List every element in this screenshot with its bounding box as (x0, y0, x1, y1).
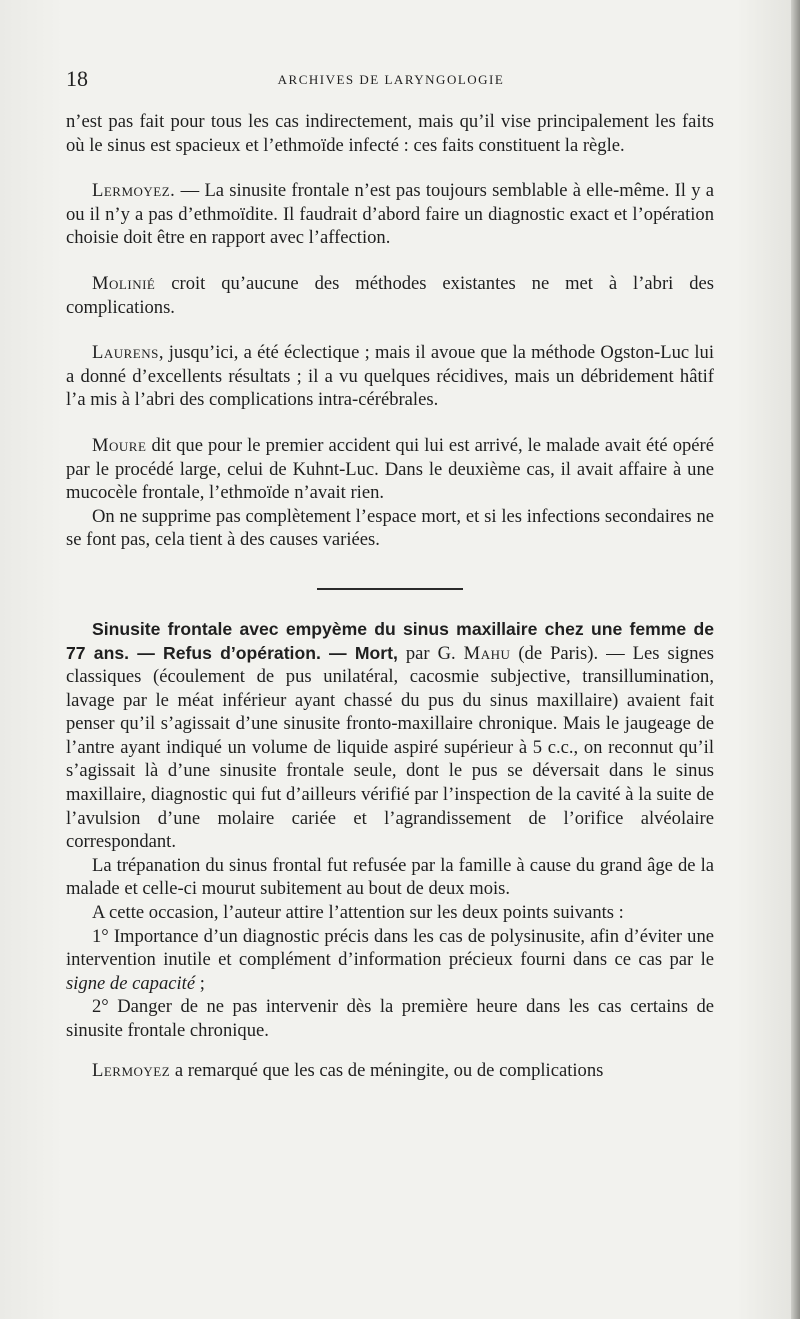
speaker-name: Laurens (92, 342, 159, 364)
paragraph-continued: n’est pas fait pour tous les cas indirectement, mais qu’il vise principalement les faits où le sinus est spacieux et l’ethmoïde infecté : ces faits constituent la règle. (66, 111, 714, 156)
section-divider (317, 588, 463, 590)
speaker-name: Lermoyez (92, 1059, 171, 1081)
point-one: 1° Importance d’un diagnostic précis dans les cas de polysinusite, afin d’éviter une intervention inutile et complément d’information précieux fourni dans ce cas par le signe de capacité ; (66, 925, 714, 994)
speaker-name: Lermoyez. (92, 180, 176, 202)
speaker-name: Molinié (92, 272, 156, 294)
emphasis: signe de capacité (66, 972, 196, 994)
author-name: Mahu (463, 642, 511, 664)
paragraph-espace-mort: On ne supprime pas complètement l’espace mort, et si les infections secondaires ne se font pas, cela tient à des causes variées. (66, 505, 714, 551)
page-body (66, 110, 714, 1082)
paragraph-laurens: Laurens, jusqu’ici, a été éclectique ; mais il avoue que la méthode Ogston-Luc lui a donné d’excellents résultats ; il a vu quelques récidives, mais un débridement hâtif l’a mis à l’abri des complications intra-cérébrales. (66, 342, 714, 411)
article-title: Sinusite frontale avec empyème du sinus maxillaire chez une femme de 77 ans. — Refus d’opération. — Mort, (66, 618, 714, 663)
speaker-name: Moure (92, 434, 147, 456)
page-edge-shadow (791, 0, 800, 1319)
running-header (66, 66, 716, 96)
paragraph-molinie: Molinié croit qu’aucune des méthodes existantes ne met à l’abri des complications. (66, 272, 714, 318)
paragraph-occasion: A cette occasion, l’auteur attire l’attention sur les deux points suivants : (92, 902, 624, 924)
paragraph-lermoyez: Lermoyez. — La sinusite frontale n’est pas toujours semblable à elle-même. Il y a ou il n’y a pas d’ethmoïdite. Il faudrait d’abord faire un diagnostic exact et l’opération choisie doit être en rapport avec l’affection. (66, 180, 714, 249)
paragraph-lermoyez-remarque: Lermoyez a remarqué que les cas de méningite, ou de complications (92, 1059, 604, 1081)
article-abstract: Sinusite frontale avec empyème du sinus maxillaire chez une femme de 77 ans. — Refus d’opération. — Mort, par G. Mahu (de Paris). — Les signes classiques (écoulement de pus unilatéral, cacosmie subjective, transillumination, lavage par le méat inférieur ayant chassé du pus du sinus maxillaire) avaient fait penser qu’il s’agissait d’une sinusite fronto-maxillaire chronique. Mais le jaugeage de l’antre ayant indiqué un volume de liquide aspiré supérieur à 5 c.c., on reconnut qu’il s’agissait là d’une sinusite frontale seule, dont le pus se déversait dans le sinus maxillaire, diagnostic qui fut d’ailleurs vérifié par l’inspection de la cavité à la suite de l’avulsion d’une molaire cariée et l’agrandissement de l’orifice alvéolaire correspondant. (66, 618, 714, 853)
point-two: 2° Danger de ne pas intervenir dès la première heure dans les cas certains de sinusite frontale chronique. (66, 996, 714, 1041)
paragraph-moure: Moure dit que pour le premier accident qui lui est arrivé, le malade avait été opéré par le procédé large, celui de Kuhnt-Luc. Dans le deuxième cas, il avait affaire à une mucocèle frontale, l’ethmoïde n’avait rien. (66, 434, 714, 504)
running-title: ARCHIVES DE LARYNGOLOGIE (277, 72, 505, 87)
page-number: 18 (66, 66, 88, 91)
paragraph-trepanation: La trépanation du sinus frontal fut refusée par la famille à cause du grand âge de la malade et celle-ci mourut subitement au bout de deux mois. (66, 854, 714, 900)
